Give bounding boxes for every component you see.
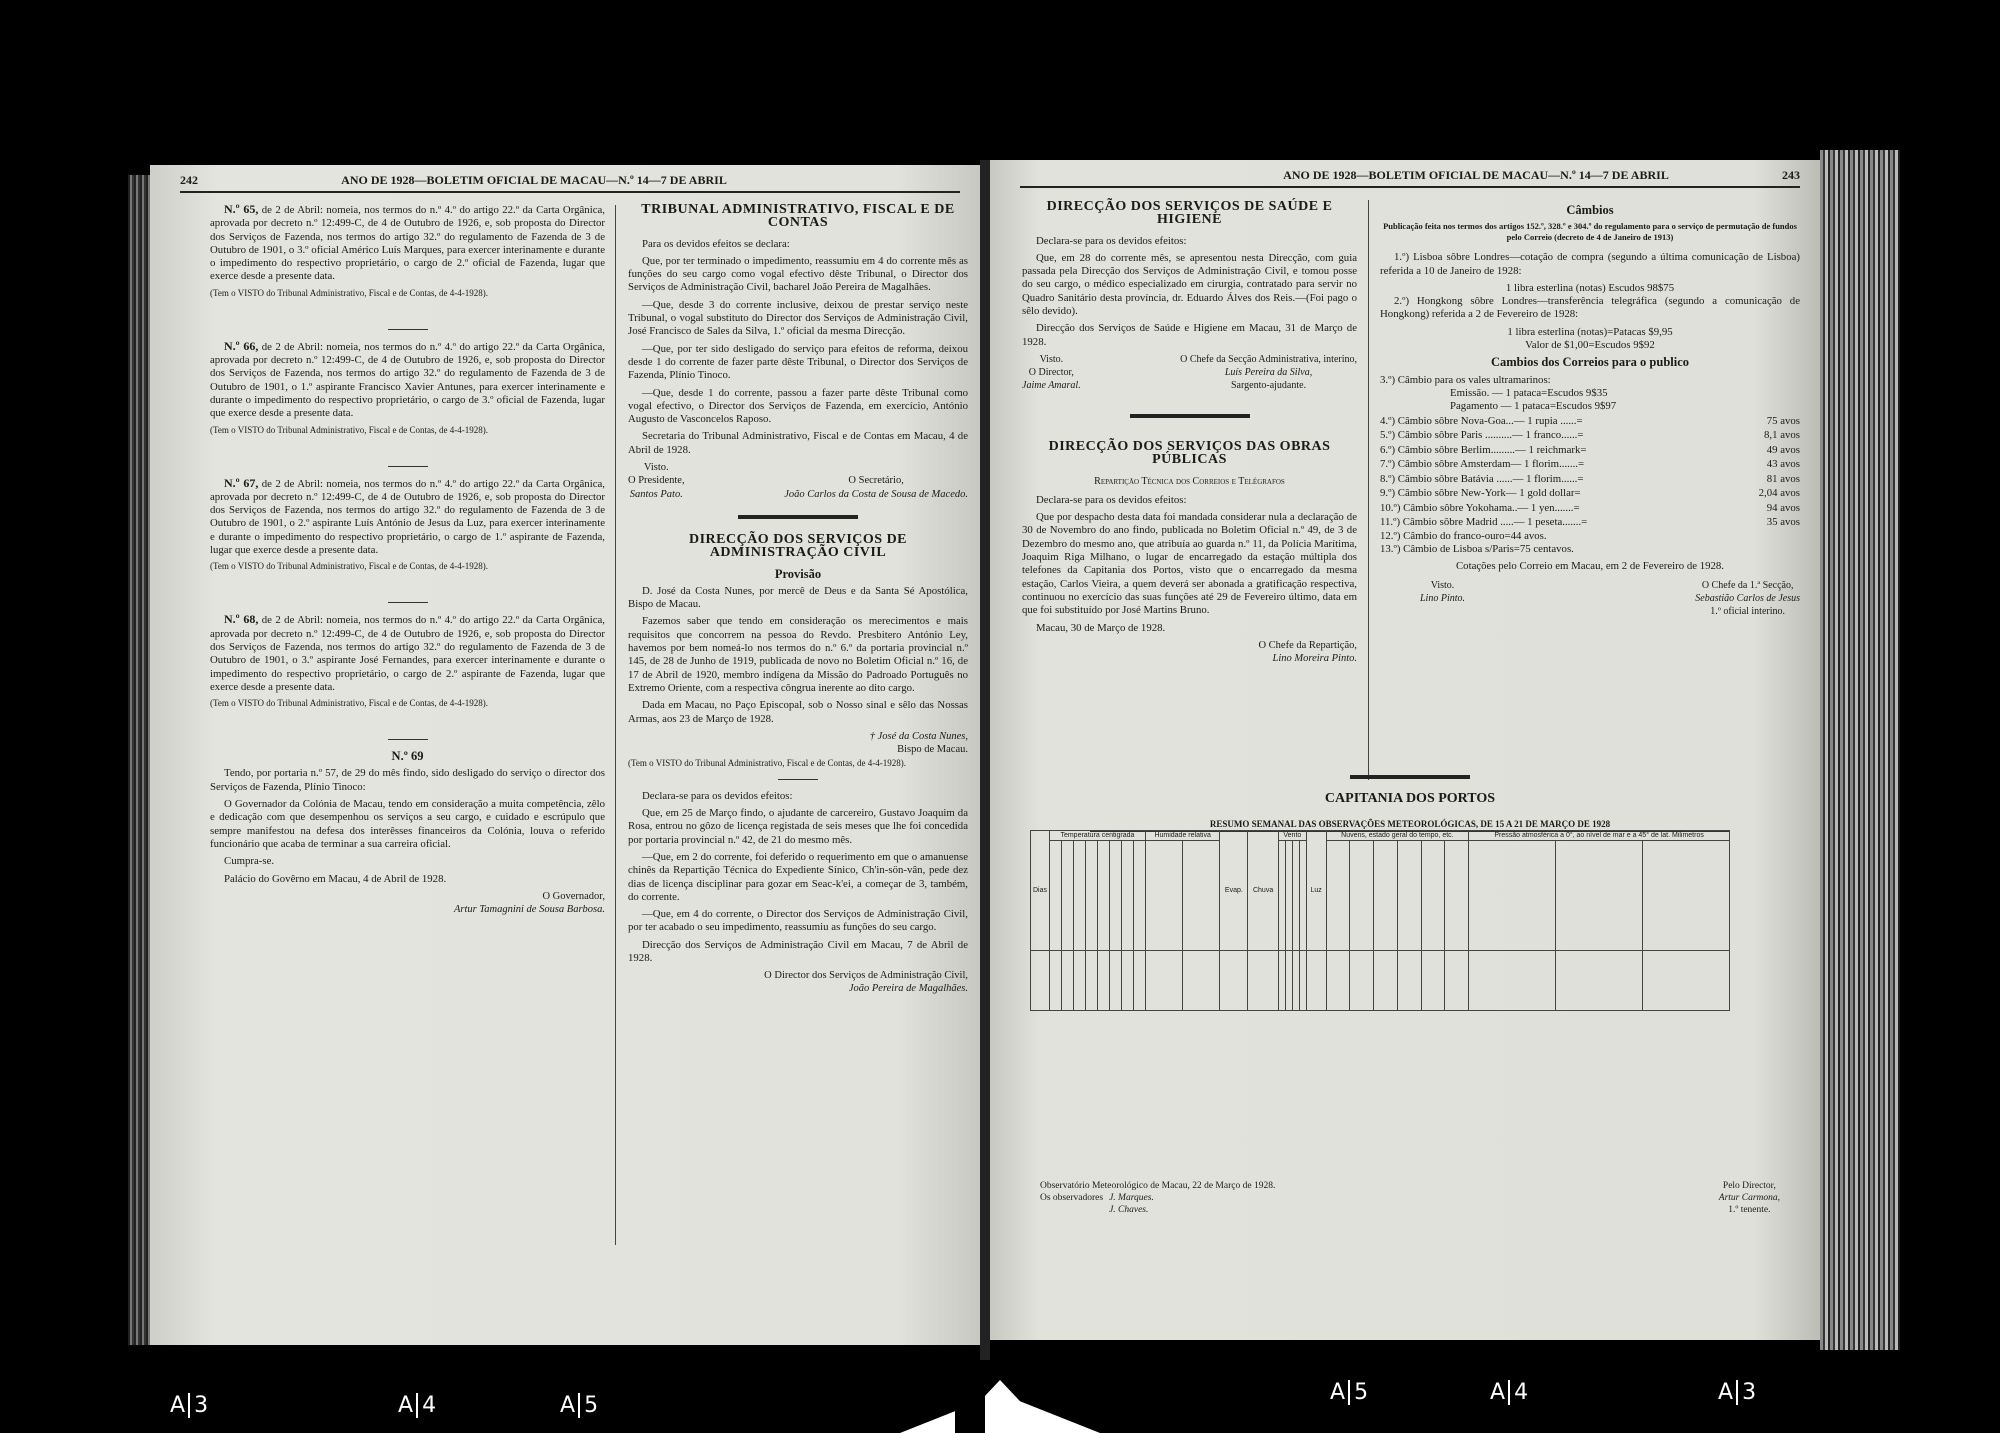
provisao-p3: Dada em Macau, no Paço Episcopal, sob o Nosso sinal e sêlo das Nossas Armas, aos 23 de Março de 1928. [628,699,968,725]
wind-header: Vento [1278,831,1306,841]
cambio-row [1380,428,1800,443]
meteorological-table: Dias Temperatura centigrada Humidade relativa Evap. Chuva Vento Luz Nuvens, estado geral do tempo, etc. Pressão atmosférica a 0°, ao nível de mar e a 45° de lat. Milimetros [1030,830,1730,1011]
archive-label: A 3 [170,1393,209,1418]
capitania-section [1030,775,1790,832]
temp-header: Temperatura centigrada [1050,831,1146,841]
cambios-correios-heading: Cambios dos Correios para o publico [1490,355,1690,370]
archive-label: A 5 [560,1393,599,1418]
cambios-signatures: Visto. Lino Pinto. O Chefe da 1.ª Secção, Sebastião Carlos de Jesus 1.º oficial interino. [1420,580,1800,618]
book-gutter [980,160,990,1360]
provisao-heading: Provisão [774,566,822,581]
archive-label: A 3 [1718,1380,1757,1405]
saude-p1: Declara-se para os devidos efeitos: [1036,234,1187,247]
cambio-3-emissao: Emissão. — 1 pataca=Escudos 9$35 [1450,386,1608,399]
cambio-row-label: 10.º) Câmbio sôbre Yokohama..— 1 yen.......= [1380,501,1580,514]
director-rank: 1.º tenente. [1728,1205,1771,1215]
book-edge-right [1820,150,1900,1350]
cambios-intro: Publicação feita nos termos dos artigos 152.º, 328.º e 304.º do regulamento para o serviço de permutação de fundos pelo Correio (decreto de 4 de Janeiro de 1913) [1383,221,1797,243]
director-name: Artur Carmona, [1718,1193,1780,1203]
obras-p1: Declara-se para os devidos efeitos: [1036,493,1187,506]
portaria-69-p3: Cumpra-se. [224,855,275,868]
governor-signature: O Governador, Artur Tamagnini de Sousa Barbosa. [453,890,605,915]
archive-label: A 4 [398,1393,437,1418]
cambio-row-value: 8,1 avos [1764,429,1800,442]
running-head-right [1020,168,1800,188]
obras-subheading: Repartição Técnica dos Correios e Telégrafos [1094,475,1285,487]
obras-p2: Que por despacho desta data foi mandada considerar nula a declaração de 30 de Novembro do ano findo, publicada no Boletim Oficial n.º 49, de 3 de Dezembro do mesmo ano, que atribuía ao guarda n.º 11, da Polícia Marítima, Joaquim Riga Milhano, o lugar de encarregado da estação múltipla dos telefones da Capitania dos Portos, visto que o encarregado da mesma estação, Carlos Vieira, a quem deverá ser abonada a gratificação respectiva, continuou no exercício das suas funções até 29 de Fevereiro último, data em que foi substituído por José Martins Bruno. [1022,511,1357,617]
cambio-row-label: 6.º) Câmbio sôbre Berlim.........— 1 reichmark= [1380,443,1587,456]
note-67: (Tem o VISTO do Tribunal Administrativo, Fiscal e de Contas, de 4-4-1928). [210,561,489,572]
admin-civil-heading: DIRECÇÃO DOS SERVIÇOS DE ADMINISTRAÇÃO CIVIL [688,531,908,561]
provisao-p1: D. José da Costa Nunes, por mercê de Deus e da Santa Sé Apostólica, Bispo de Macau. [628,584,968,611]
saude-signatures: Visto. O Director, Jaime Amaral. O Chefe da Secção Administrativa, interino, Luís Pereira da Silva, Sargento-ajudante. [1022,353,1357,391]
left-column-2 [628,203,968,1005]
obras-heading: DIRECÇÃO DOS SERVIÇOS DAS OBRAS PÚBLICAS [1048,438,1331,468]
portaria-69-title: N.º 69 [391,749,424,764]
right-page [990,160,1820,1340]
tribunal-heading: TRIBUNAL ADMINISTRATIVO, FISCAL E DE CONTAS [641,202,955,231]
cambio-row [1380,472,1800,487]
provisao-p2: Fazemos saber que tendo em consideração os merecimentos e mais requisitos que concorrem na pessoa do Revdo. Presbitero António Ley, havemos por bem nomeá-lo nos termos do n.º 6.º da portaria provincial n.º 145, de 28 de Junho de 1919, publicada de novo no Boletim Oficial n.º 16, de 17 de Abril de 1920, membro indígena da Missão do Padroado Português no Extremo Oriente, com a respectiva côngrua inerente ao dito cargo. [628,615,968,694]
spine-gap [955,1375,985,1433]
portaria-68: N.º 68, de 2 de Abril: nomeia, nos termos do n.º 4.º do artigo 22.º da Carta Orgânica, aprovada por decreto n.º 12:499-C, de 4 de Outubro de 1926, e, sob proposta do Director dos Serviços de Fazenda, nos termos do artigo 32.º do regulamento de Fazenda de 3 de Outubro de 1901, o 3.º aspirante José Fernandes, para exercer interinamente e durante o impedimento do respectivo proprietário, o cargo de 2.º aspirante de Fazenda, lugar que exerce desde a presente data. [210,612,605,693]
saude-p2: Que, em 28 do corrente mês, se apresentou nesta Direcção, com guia passada pela Direcção dos Serviços de Administração Civil, e tomou posse do seu cargo, o médico especializado em cirurgia, contratado para servir no Quadro Sanitário desta província, dr. Eduardo Álves dos Reis.—(Foi pago o sêlo devido). [1022,251,1357,318]
saude-heading: DIRECÇÃO DOS SERVIÇOS DE SAÚDE E HIGIENE [1046,199,1333,228]
running-title: ANO DE 1928—BOLETIM OFICIAL DE MACAU—N.º 14—7 DE ABRIL [1283,168,1669,182]
cambio-13: 13.º) Câmbio de Lisboa s/Paris=75 centavos. [1380,542,1574,555]
cambio-row-value: 94 avos [1766,501,1800,514]
observatorio-line: Observatório Meteorológico de Macau, 22 de Março de 1928. [1040,1181,1276,1191]
tribunal-p3: —Que, desde 3 do corrente inclusive, deixou de prestar serviço neste Tribunal, o vogal substituto do Director dos Serviços de Administração Civil, José Francisco de Sales da Silva, 1.º oficial da mesma Direcção. [628,298,968,338]
cambio-row-label: 4.º) Câmbio sôbre Nova-Goa...— 1 rupia ......= [1380,414,1583,427]
cambio-1: 1.º) Lisboa sôbre Londres—cotação de compra (segundo a última comunicação de Lisboa) referida a 10 de Janeiro de 1928: [1380,251,1800,277]
saude-p3: Direcção dos Serviços de Saúde e Higiene em Macau, 31 de Março de 1928. [1022,322,1357,348]
right-column-2 [1380,200,1800,618]
cambio-row-label: 9.º) Câmbio sôbre New-York— 1 gold dollar= [1380,487,1581,500]
clouds-header: Nuvens, estado geral do tempo, etc. [1326,831,1469,841]
cambio-2-value: 1 libra esterlina (notas)=Patacas $9,95 [1507,325,1673,338]
cambios-cotacoes: Cotações pelo Correio em Macau, em 2 de Fevereiro de 1928. [1455,560,1725,573]
observer-1: J. Marques. [1109,1193,1154,1203]
cambio-3-pagamento: Pagamento — 1 pataca=Escudos 9$97 [1450,400,1617,413]
cambio-1-value: 1 libra esterlina (notas) Escudos 98$75 [1505,281,1675,294]
humidity-header: Humidade relativa [1145,831,1220,841]
note-68: (Tem o VISTO do Tribunal Administrativo, Fiscal e de Contas, de 4-4-1928). [210,698,489,709]
cambio-3: 3.º) Câmbio para os vales ultramarinos: [1380,373,1551,386]
column-divider [615,205,616,1245]
spine-shadow [900,1380,1100,1433]
decl-p1: Declara-se para os devidos efeitos: [642,789,793,802]
obras-p3: Macau, 30 de Março de 1928. [1036,621,1166,634]
right-column-1 [1022,200,1357,675]
admin-signature: O Director dos Serviços de Administração Civil, João Pereira de Magalhães. [764,970,968,995]
cambio-row-value: 43 avos [1766,458,1800,471]
portaria-67: N.º 67, de 2 de Abril: nomeia, nos termos do n.º 4.º do artigo 22.º da Carta Orgânica, aprovada por decreto n.º 12:499-C, de 4 de Outubro de 1926, e, sob proposta do Director dos Serviços de Fazenda, nos termos do artigo 32.º do regulamento de Fazenda de 3 de Outubro de 1901, o 2.º aspirante Luís António de Jesus da Luz, para exercer interinamente e durante o impedimento do respectivo proprietário, o cargo de 1.º aspirante de Fazenda, lugar que exerce desde a presente data. [210,475,605,557]
cambio-row-value: 2,04 avos [1758,487,1800,500]
note-65: (Tem o VISTO do Tribunal Administrativo, Fiscal e de Contas, de 4-4-1928). [210,287,489,298]
cambio-12: 12.º) Câmbio do franco-ouro=44 avos. [1380,529,1547,542]
tribunal-signatures: Visto. O Presidente, Santos Pato. O Secretário, João Carlos da Costa de Sousa de Macedo. [628,462,968,500]
decl-p4: —Que, em 4 do corrente, o Director dos Serviços de Administração Civil, por ter acabado o seu impedimento, reassumiu as funções do seu cargo. [628,908,968,934]
portaria-69-p2: O Governador da Colónia de Macau, tendo em consideração a muita competência, zêlo e dedicação com que desempenhou os serviços a seu cargo, e cuidado e escrúpulo que sempre manifestou na defesa dos interêsses financeiros da Colónia, louva o referido funcionário que acaba de terminar a sua carreira oficial. [210,798,605,850]
tribunal-p4: —Que, por ter sido desligado do serviço para efeitos de reforma, deixou desde 1 do corrente de fazer parte dêste Tribunal, o Director dos Serviços de Fazenda, Plínio Tinoco. [628,342,968,382]
cambio-row [1380,501,1800,516]
archive-label: A 4 [1490,1380,1529,1405]
decl-p3: —Que, em 2 do corrente, foi deferido o requerimento em que o amanuense chinês da Repartição Técnica do Expediente Sínico, Ch'in-sön-vân, pede dez dias de licença disciplinar para gozar em Seac-k'ei, a começar de 3, também, do corrente. [628,850,968,903]
running-head-left [180,173,960,193]
pressure-header: Pressão atmosférica a 0°, ao nível de mar e a 45° de lat. Milimetros [1469,831,1730,841]
provisao-note: (Tem o VISTO do Tribunal Administrativo, Fiscal e de Contas, de 4-4-1928). [628,757,907,768]
book-edge-left [128,175,150,1345]
cambio-row [1380,515,1800,530]
tribunal-p6: Secretaria do Tribunal Administrativo, Fiscal e de Contas em Macau, 4 de Abril de 1928. [628,430,968,456]
column-divider [1368,200,1369,780]
cambio-row [1380,486,1800,501]
observer-2: J. Chaves. [1109,1205,1149,1215]
director-label: Pelo Director, [1722,1181,1776,1191]
left-column-1 [210,203,605,926]
cambio-row-label: 8.º) Câmbio sôbre Batávia ......— 1 florim......= [1380,472,1584,485]
archive-label: A 5 [1330,1380,1369,1405]
page-number: 243 [1781,168,1800,182]
portaria-65: N.º 65, de 2 de Abril: nomeia, nos termos do n.º 4.º do artigo 22.º da Carta Orgânica, aprovada por decreto n.º 12:499-C, de 4 de Outubro de 1926, e, sob proposta do Director dos Serviços de Fazenda, nos termos do artigo 32.º do regulamento de Fazenda de 3 de Outubro de 1901, o 3.º oficial Américo Luís Marques, para exercer interinamente e durante o impedimento do respectivo proprietário, o cargo de 2.º oficial de Fazenda, lugar que exerce desde a presente data. [210,202,605,283]
tribunal-p2: Que, por ter terminado o impedimento, reassumiu em 4 do corrente mês as funções do seu cargo como vogal efectivo dêste Tribunal, o Director dos Serviços de Administração Civil, bacharel João Pereira de Magalhães. [628,254,968,294]
resumo-heading: RESUMO SEMANAL DAS OBSERVAÇÕES METEOROLÓGICAS, DE 15 A 21 DE MARÇO DE 1928 [1090,819,1730,832]
portaria-69-p1: Tendo, por portaria n.º 57, de 29 do mês findo, sido desligado do serviço o director dos Serviços de Fazenda, Plínio Tinoco: [210,767,605,793]
capitania-heading: CAPITANIA DOS PORTOS [1324,791,1496,806]
cambio-row-label: 7.º) Câmbio sôbre Amsterdam— 1 florim.......= [1380,458,1585,471]
decl-p5: Direcção dos Serviços de Administração Civil em Macau, 7 de Abril de 1928. [628,938,968,965]
obras-signature: O Chefe da Repartição, Lino Moreira Pinto. [1258,639,1357,664]
cambio-row-value: 49 avos [1766,443,1800,456]
cambios-list [1380,414,1800,530]
cambio-2-value2: Valor de $1,00=Escudos 9$92 [1525,339,1655,352]
bishop-signature: † José da Costa Nunes, Bispo de Macau. [869,730,968,755]
capitania-footer [1040,1180,1780,1216]
cambio-row-label: 5.º) Câmbio sôbre Paris ..........— 1 franco......= [1380,429,1584,442]
cambios-heading: Câmbios [1566,203,1614,217]
page-number: 242 [180,173,198,187]
running-title: ANO DE 1928—BOLETIM OFICIAL DE MACAU—N.º 14—7 DE ABRIL [341,173,727,187]
cambio-row-value: 75 avos [1766,414,1800,427]
note-66: (Tem o VISTO do Tribunal Administrativo, Fiscal e de Contas, de 4-4-1928). [210,424,489,435]
portaria-69-p4: Palácio do Govêrno em Macau, 4 de Abril de 1928. [224,872,447,885]
left-page [150,165,980,1345]
cambio-row [1380,414,1800,429]
cambio-row-value: 81 avos [1766,472,1800,485]
cambio-2: 2.º) Hongkong sôbre Londres—transferência telegráfica (segundo a comunicação de Hongkong) referida a 2 de Fevereiro de 1928: [1380,295,1800,321]
decl-p2: Que, em 25 de Março findo, o ajudante de carcereiro, Gustavo Joaquim da Rosa, entrou no gôzo de licença registada de seis meses que lhe foi concedida por portaria provincial n.º 42, de 21 do mesmo mês. [628,807,968,846]
tribunal-p1: Para os devidos efeitos se declara: [642,237,790,250]
observers-label: Os observadores [1040,1193,1104,1203]
portaria-66: N.º 66, de 2 de Abril: nomeia, nos termos do n.º 4.º do artigo 22.º da Carta Orgânica, aprovada por decreto n.º 12:499-C, de 4 de Outubro de 1926, e, sob proposta do Director dos Serviços de Fazenda, nos termos do artigo 32.º do regulamento de Fazenda de 3 de Outubro de 1901, o 1.º aspirante Francisco Xavier Antunes, para exercer interinamente e durante o impedimento do respectivo proprietário, o cargo de 3.º oficial de Fazenda, lugar que exerce desde a presente data. [210,338,605,420]
cambio-row [1380,457,1800,472]
cambio-row-label: 11.º) Câmbio sôbre Madrid .....— 1 peseta.......= [1380,516,1588,529]
tribunal-p5: —Que, desde 1 do corrente, passou a fazer parte dêste Tribunal como vogal efectivo, o Director dos Serviços de Fazenda, em exercício, António Augusto de Vasconcelos Raposo. [628,386,968,426]
cambio-row-value: 35 avos [1766,516,1800,529]
cambio-row [1380,443,1800,458]
